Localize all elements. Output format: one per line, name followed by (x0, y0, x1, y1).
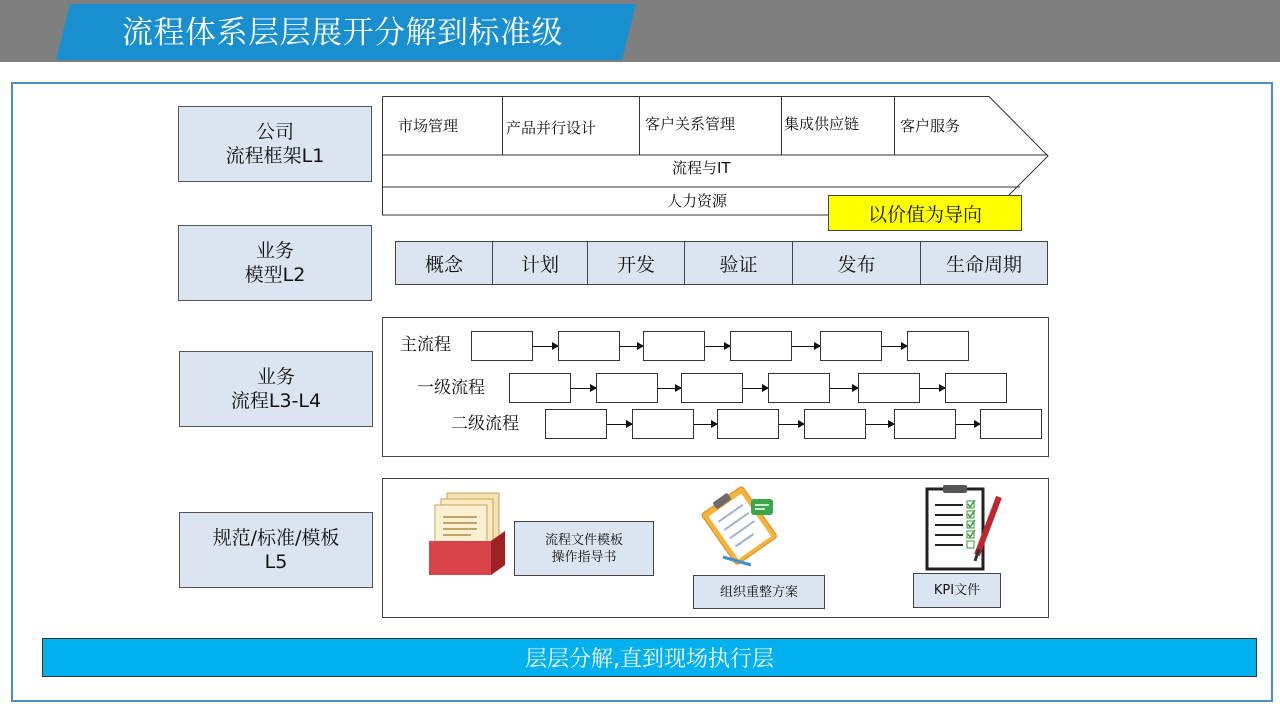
flow-arrow (866, 424, 894, 425)
process-box (632, 409, 694, 439)
process-box (858, 373, 920, 403)
templates-label (514, 521, 654, 576)
flow-arrow (792, 346, 820, 347)
kpi-checklist-icon (923, 483, 1005, 575)
process-box (509, 373, 571, 403)
level-label-l1-line2: 流程框架L1 (225, 145, 325, 167)
level1-flow-label: 一级流程 (417, 378, 485, 398)
process-box (596, 373, 658, 403)
flow-arrow (533, 346, 558, 347)
phase-cell: 概念 (396, 242, 493, 284)
process-box (558, 331, 620, 361)
l1-process-cell: 客户服务 (900, 117, 961, 135)
flow-arrow (743, 388, 768, 389)
l1-support-hr: 人力资源 (667, 192, 728, 210)
flow-arrow (607, 424, 632, 425)
process-box (545, 409, 607, 439)
flow-arrow (956, 424, 980, 425)
flow-arrow (620, 346, 643, 347)
decomposition-banner: 层层分解,直到现场执行层 (42, 638, 1257, 677)
level-label-l34 (179, 351, 373, 427)
phase-cell: 开发 (588, 242, 685, 284)
process-box (643, 331, 705, 361)
l34-flow-panel (382, 317, 1049, 457)
flow-arrow (779, 424, 804, 425)
phase-cell: 计划 (493, 242, 588, 284)
process-box (804, 409, 866, 439)
flow-arrow (830, 388, 858, 389)
phase-cell: 验证 (685, 242, 793, 284)
level-label-l2 (178, 225, 372, 301)
level-label-l5-line1: 规范/标准/模板 (212, 527, 340, 549)
process-box (945, 373, 1007, 403)
l5-docs-panel (382, 478, 1049, 618)
flow-arrow (882, 346, 907, 347)
l1-process-cell: 产品并行设计 (506, 119, 597, 137)
process-box (820, 331, 882, 361)
process-box (894, 409, 956, 439)
level-label-l1 (178, 106, 372, 182)
level-label-l5-line2: L5 (264, 551, 288, 573)
level-label-l2-line2: 模型L2 (244, 264, 306, 286)
l1-process-cell: 集成供应链 (784, 115, 860, 133)
kpi-file-label: KPI文件 (913, 573, 1001, 608)
main-flow-label: 主流程 (400, 335, 451, 355)
process-box (730, 331, 792, 361)
phase-cell: 生命周期 (945, 253, 1022, 276)
templates-label-line2: 操作指导书 (551, 549, 617, 565)
page-title: 流程体系层层展开分解到标准级 (122, 15, 563, 51)
l1-process-cell: 客户关系管理 (645, 115, 736, 133)
level-label-l2-line1: 业务 (255, 240, 294, 262)
org-restructure-label: 组织重整方案 (693, 575, 825, 609)
l1-support-it: 流程与IT (672, 159, 731, 177)
process-box (980, 409, 1042, 439)
flow-arrow (571, 388, 596, 389)
process-box (471, 331, 533, 361)
process-box (717, 409, 779, 439)
flow-arrow (705, 346, 730, 347)
level-label-l34-line1: 业务 (256, 366, 295, 388)
l1-process-cell: 市场管理 (398, 117, 459, 135)
templates-label-line1: 流程文件模板 (544, 532, 623, 548)
l2-phase-bar (395, 241, 1048, 285)
process-box (907, 331, 969, 361)
level-label-l34-line2: 流程L3-L4 (230, 390, 322, 412)
file-box-icon (429, 489, 509, 577)
flow-arrow (658, 388, 681, 389)
flow-arrow (920, 388, 945, 389)
phase-cell: 发布 (793, 242, 921, 284)
level-label-l1-line1: 公司 (255, 121, 294, 143)
flow-arrow (694, 424, 717, 425)
level2-flow-label: 二级流程 (451, 414, 519, 434)
process-box (681, 373, 743, 403)
value-oriented-callout: 以价值为导向 (828, 195, 1022, 231)
process-box (768, 373, 830, 403)
clipboard-checklist-icon (693, 483, 785, 567)
level-label-l5 (179, 512, 373, 588)
